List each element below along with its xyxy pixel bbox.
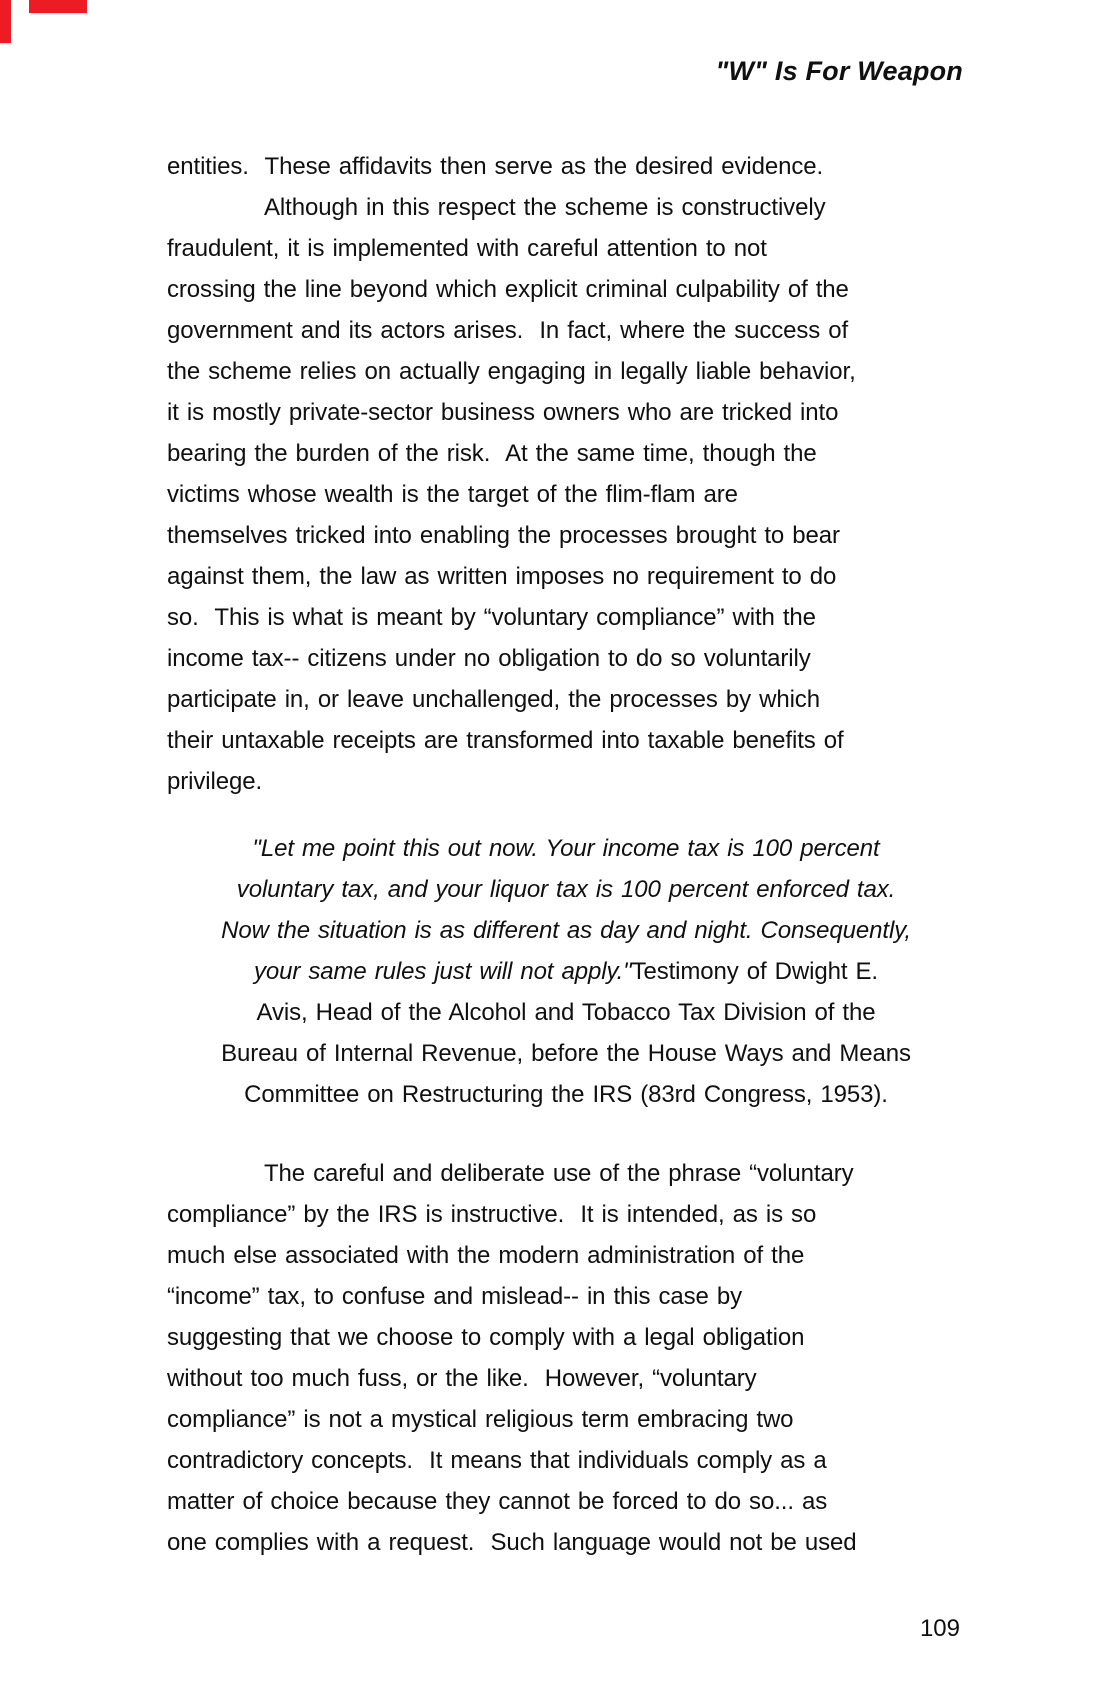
quote-italic-text: "Let me point this out now. Your income tax is 100 percent (252, 835, 880, 862)
body-text: “income” tax, to confuse and mislead-- in this case by (167, 1283, 743, 1310)
body-text: compliance” by the IRS is instructive. It is intended, as is so (167, 1201, 817, 1228)
body-text: it is mostly private-sector business owners who are tricked into (167, 399, 839, 426)
quote-italic-text: Now the situation is as different as day and night. Consequently, (221, 917, 911, 944)
text-line (167, 869, 965, 910)
body-text: participate in, or leave unchallenged, the processes by which (167, 686, 820, 713)
text-line (167, 228, 965, 269)
text-line (167, 515, 965, 556)
text-line (167, 910, 965, 951)
text-line (167, 828, 965, 869)
page-body (167, 146, 965, 1563)
text-line (167, 433, 965, 474)
body-text: Testimony of Dwight E. (631, 958, 878, 985)
quote-block (167, 828, 965, 1115)
body-text: fraudulent, it is implemented with careful attention to not (167, 235, 767, 262)
paragraph-1 (167, 146, 965, 802)
body-text: without too much fuss, or the like. However, “voluntary (167, 1365, 757, 1392)
text-line (167, 1235, 965, 1276)
running-header: "W" Is For Weapon (715, 56, 963, 86)
body-text: crossing the line beyond which explicit criminal culpability of the (167, 276, 849, 303)
page-number: 109 (919, 1615, 960, 1642)
body-text: privilege. (167, 768, 263, 795)
text-line (167, 310, 965, 351)
body-text: so. This is what is meant by “voluntary compliance” with the (167, 604, 816, 631)
body-text: against them, the law as written imposes no requirement to do (167, 563, 837, 590)
text-line (167, 1033, 965, 1074)
body-text: themselves tricked into enabling the processes brought to bear (167, 522, 840, 549)
text-line (167, 1358, 965, 1399)
text-line (167, 351, 965, 392)
paragraph-2 (167, 1153, 965, 1563)
text-line (167, 1440, 965, 1481)
body-text: victims whose wealth is the target of the flim-flam are (167, 481, 738, 508)
text-line (167, 951, 965, 992)
body-text: the scheme relies on actually engaging in legally liable behavior, (167, 358, 856, 385)
text-line (167, 1522, 965, 1563)
text-line (167, 392, 965, 433)
text-line (167, 597, 965, 638)
text-line (167, 761, 965, 802)
body-text: The careful and deliberate use of the phrase “voluntary (264, 1160, 854, 1187)
text-line (167, 1074, 965, 1115)
text-line (167, 1399, 965, 1440)
body-text: government and its actors arises. In fact, where the success of (167, 317, 849, 344)
body-text: bearing the burden of the risk. At the same time, though the (167, 440, 817, 467)
body-text: matter of choice because they cannot be forced to do so... as (167, 1488, 828, 1515)
text-line (167, 992, 965, 1033)
quote-italic-text: your same rules just will not apply." (254, 958, 632, 985)
body-text: Committee on Restructuring the IRS (83rd Congress, 1953). (244, 1081, 888, 1108)
body-text: Avis, Head of the Alcohol and Tobacco Tax Division of the (256, 999, 876, 1026)
body-text: compliance” is not a mystical religious term embracing two (167, 1406, 794, 1433)
text-line (167, 679, 965, 720)
text-line (167, 1276, 965, 1317)
text-line (167, 187, 965, 228)
text-line (167, 146, 965, 187)
body-text: contradictory concepts. It means that individuals comply as a (167, 1447, 827, 1474)
text-line (167, 1317, 965, 1358)
body-text: one complies with a request. Such language would not be used (167, 1529, 857, 1556)
body-text: Although in this respect the scheme is constructively (264, 194, 826, 221)
text-line (167, 1194, 965, 1235)
text-line (167, 556, 965, 597)
scan-artifact-left-bar (0, 0, 11, 43)
body-text: much else associated with the modern administration of the (167, 1242, 805, 1269)
quote-italic-text: voluntary tax, and your liquor tax is 100 percent enforced tax. (236, 876, 896, 903)
body-text: their untaxable receipts are transformed into taxable benefits of (167, 727, 844, 754)
body-text: suggesting that we choose to comply with a legal obligation (167, 1324, 805, 1351)
text-line (167, 1153, 965, 1194)
text-line (167, 269, 965, 310)
body-text: Bureau of Internal Revenue, before the House Ways and Means (221, 1040, 911, 1067)
text-line (167, 720, 965, 761)
scan-artifact-top-bar (29, 0, 87, 13)
text-line (167, 1481, 965, 1522)
text-line (167, 474, 965, 515)
body-text: income tax-- citizens under no obligation to do so voluntarily (167, 645, 811, 672)
body-text: entities. These affidavits then serve as the desired evidence. (167, 153, 824, 180)
text-line (167, 638, 965, 679)
